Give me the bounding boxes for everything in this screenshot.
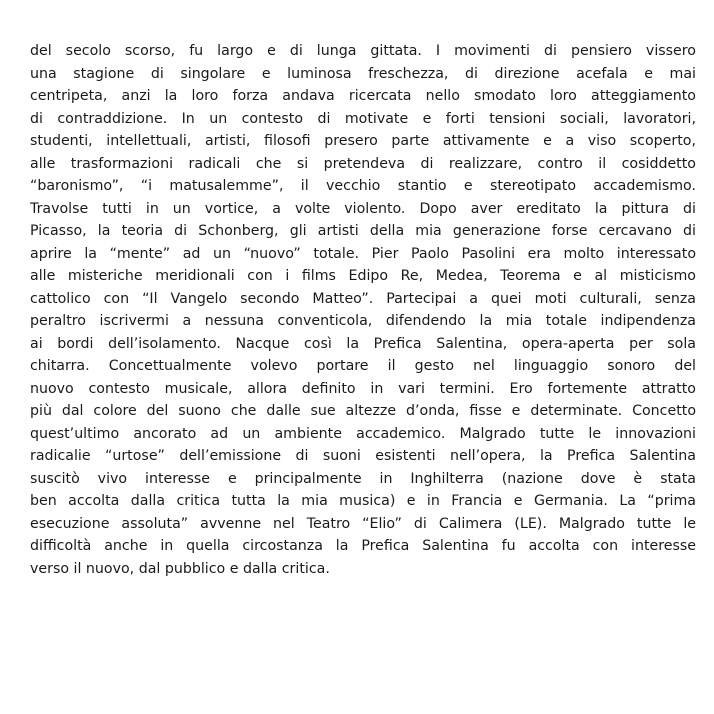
text-line: alle trasformazioni radicali che si pretendeva di realizzare, contro il cosiddetto [30,155,696,172]
text-line: ben accolta dalla critica tutta la mia musica) e in Francia e Germania. La “prima [30,493,696,509]
text-line: esecuzione assoluta” avvenne nel Teatro “Elio” di Calimera (LE). Malgrado tutte le [30,515,696,532]
body-text [30,40,696,580]
text-line: nuovo contesto musicale, allora definito in vari termini. Ero fortemente attratto [30,380,696,397]
text-line: di contraddizione. In un contesto di motivate e forti tensioni sociali, lavoratori, [30,110,696,127]
text-line: più dal colore del suono che dalle sue altezze d’onda, fisse e determinate. Concetto [30,403,696,419]
text-line: cattolico con “Il Vangelo secondo Matteo”. Partecipai a quei moti culturali, senza [30,290,696,307]
text-line: peraltro iscrivermi a nessuna conventicola, difendendo la mia totale indipendenza [30,313,696,329]
text-line: Travolse tutti in un vortice, a volte violento. Dopo aver ereditato la pittura di [30,200,696,217]
text-line: ai bordi dell’isolamento. Nacque così la Prefica Salentina, opera-aperta per sola [30,335,696,352]
text-line: radicalie “urtose” dell’emissione di suoni esistenti nell’opera, la Prefica Salentina [30,448,696,464]
text-line: “baronismo”, “i matusalemme”, il vecchio stantio e stereotipato accademismo. [30,178,696,194]
text-line: centripeta, anzi la loro forza andava ricercata nello smodato loro atteggiamento [30,88,696,104]
text-line: suscitò vivo interesse e principalmente in Inghilterra (nazione dove è stata [30,470,696,487]
text-line: aprire la “mente” ad un “nuovo” totale. Pier Paolo Pasolini era molto interessato [30,245,696,262]
text-line: studenti, intellettuali, artisti, filosofi presero parte attivamente e a viso scoperto, [30,133,696,149]
text-line: chitarra. Concettualmente volevo portare il gesto nel linguaggio sonoro del [30,358,696,374]
text-line: del secolo scorso, fu largo e di lunga gittata. I movimenti di pensiero vissero [30,43,696,59]
text-line: Picasso, la teoria di Schonberg, gli artisti della mia generazione forse cercavano di [30,223,696,239]
text-line-last: verso il nuovo, dal pubblico e dalla critica. [30,560,330,577]
text-line: alle misteriche meridionali con i films Edipo Re, Medea, Teorema e al misticismo [30,268,696,284]
text-line: quest’ultimo ancorato ad un ambiente accademico. Malgrado tutte le innovazioni [30,425,696,442]
text-line: una stagione di singolare e luminosa freschezza, di direzione acefala e mai [30,65,696,82]
text-line: difficoltà anche in quella circostanza la Prefica Salentina fu accolta con interesse [30,538,696,554]
